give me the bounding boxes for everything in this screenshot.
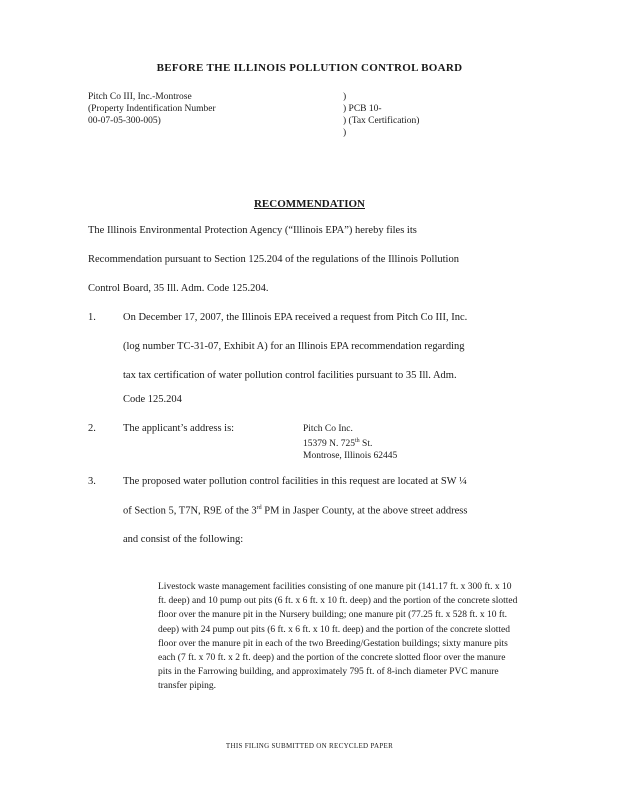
heading-text: RECOMMENDATION xyxy=(253,198,365,210)
intro-line: Recommendation pursuant to Section 125.204 of the regulations of the Illinois Pollution xyxy=(88,254,459,265)
caption-line: (Property Indentification Number xyxy=(88,104,216,114)
item-line: (log number TC-31-07, Exhibit A) for an Illinois EPA recommendation regarding xyxy=(123,341,465,352)
intro-line: Control Board, 35 Ill. Adm. Code 125.204. xyxy=(88,283,269,294)
item-line: The proposed water pollution control facilities in this request are located at SW ¼ xyxy=(123,476,467,487)
caption-docket xyxy=(343,91,419,139)
caption-line: ) (Tax Certification) xyxy=(343,116,420,126)
item-line: of Section 5, T7N, R9E of the 3rd PM in Jasper County, at the above street address xyxy=(123,505,468,517)
caption-line: ) xyxy=(343,92,347,102)
item-number: 2. xyxy=(88,423,96,434)
item-line: On December 17, 2007, the Illinois EPA received a request from Pitch Co III, Inc. xyxy=(123,312,468,323)
item-line: tax tax certification of water pollution control facilities pursuant to 35 Ill. Adm. xyxy=(123,370,457,381)
recycled-paper-footer: THIS FILING SUBMITTED ON RECYCLED PAPER xyxy=(225,742,394,750)
address-line: Montrose, Illinois 62445 xyxy=(303,451,398,462)
applicant-address xyxy=(303,423,397,462)
item-line: and consist of the following: xyxy=(123,534,244,545)
document-heading xyxy=(0,198,619,210)
item-number: 1. xyxy=(88,312,96,323)
caption-line: ) PCB 10- xyxy=(343,104,382,114)
caption-line: Pitch Co III, Inc.-Montrose xyxy=(88,92,192,102)
board-title: BEFORE THE ILLINOIS POLLUTION CONTROL BOARD xyxy=(156,62,463,74)
caption-line: ) xyxy=(343,128,347,138)
intro-line: The Illinois Environmental Protection Agency (“Illinois EPA”) hereby files its xyxy=(88,225,417,236)
caption-party xyxy=(88,91,216,127)
item-number: 3. xyxy=(88,476,96,487)
item-line: Code 125.204 xyxy=(123,394,182,405)
caption-line: 00-07-05-300-005) xyxy=(88,116,161,126)
address-line: Pitch Co Inc. xyxy=(303,424,353,434)
address-line: 15379 N. 725th St. xyxy=(303,438,373,450)
address-label: The applicant’s address is: xyxy=(123,423,235,434)
facilities-description: Livestock waste management facilities consisting of one manure pit (141.17 ft. x 300 ft. x 10 ft. deep) and 10 pump out pits (6 ft. x 6 ft. x 10 ft. deep) and the portion of the concrete slotted floor over the manure pit in the Nursery building; one manure pit (77.25 ft. x 528 ft. x 10 ft. deep) with 24 pump out pits (6 ft. x 6 ft. x 10 ft. deep) and the portion of the concrete slotted floor over the manure pit in each of the two Breeding/Gestation buildings; sixty manure pits each (7 ft. x 70 ft. x 2 ft. deep) and the portion of the concrete slotted floor over the manure pits in the Farrowing building, and approximately 795 ft. of 8-inch diameter PVC manure transfer piping. xyxy=(158,582,518,692)
